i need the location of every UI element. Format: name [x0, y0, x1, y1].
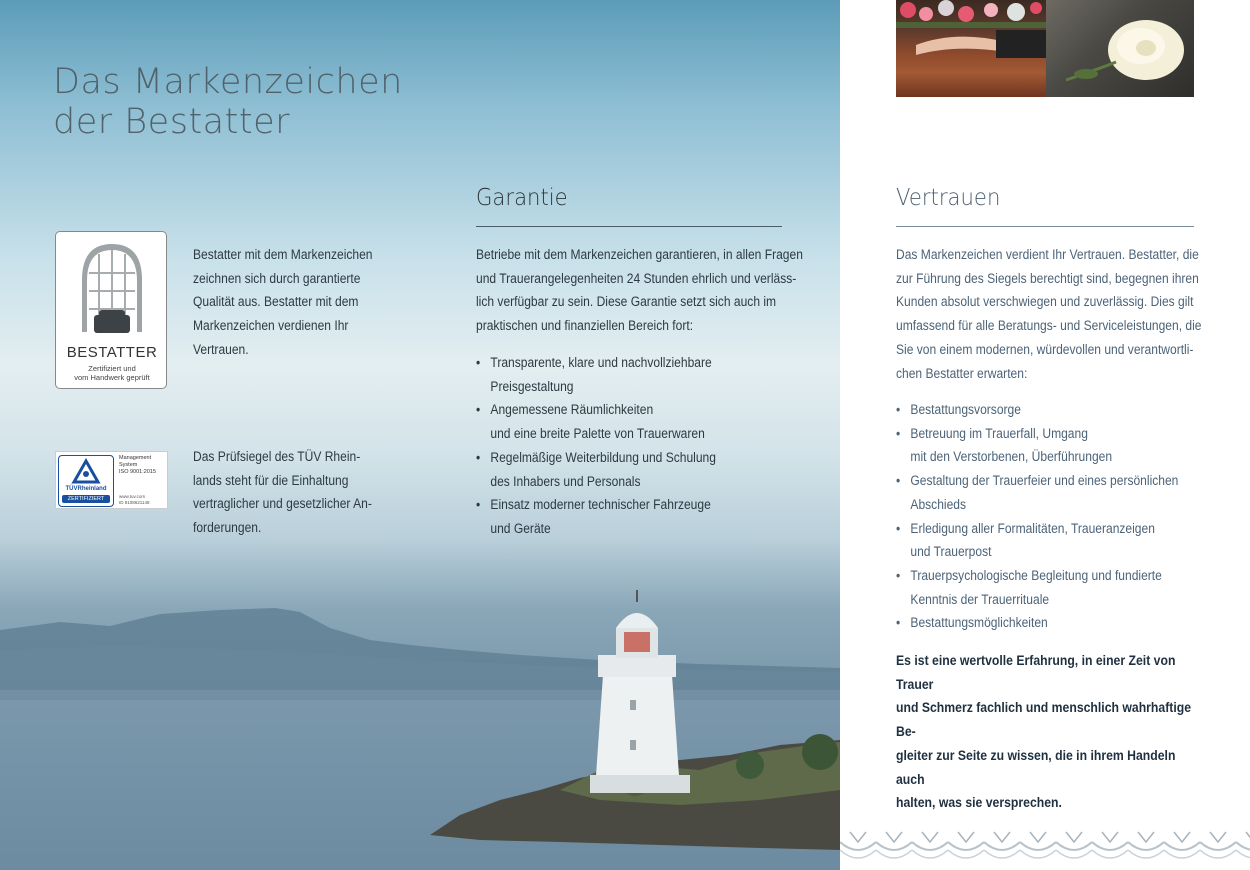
item-line: • Angemessene Räumlichkeiten: [490, 402, 654, 418]
tuv-triangle-icon: [59, 458, 113, 486]
item-line: Preisgestaltung: [490, 378, 574, 394]
closing-line: gleiter zur Seite zu wissen, die in ihrem Handeln auch: [896, 747, 1176, 787]
garantie-heading: Garantie: [476, 185, 568, 211]
intro-line: Kunden absolut verschwiegen und zuverlässig. Dies gilt: [896, 294, 1194, 310]
item-line: • Regelmäßige Weiterbildung und Schulung: [490, 449, 716, 465]
list-item: [476, 351, 716, 398]
item-line: • Bestattungsmöglichkeiten: [910, 615, 1048, 631]
item-line: • Gestaltung der Trauerfeier und eines persönlichen: [910, 473, 1179, 489]
seal-subtitle: [56, 364, 168, 382]
list-item: [896, 564, 1178, 611]
window-urn-icon: [56, 232, 168, 344]
item-line: und eine breite Palette von Trauerwaren: [490, 426, 705, 442]
intro-line: chen Bestatter erwarten:: [896, 365, 1028, 381]
item-line: und Geräte: [490, 520, 551, 536]
bestatter-seal: [55, 231, 167, 389]
list-item: [896, 469, 1178, 516]
description-line: forderungen.: [193, 520, 262, 536]
intro-line: lich verfügbar zu sein. Diese Garantie setzt sich auch im: [476, 294, 777, 310]
flowers-coffin-photo: [896, 0, 1046, 97]
closing-line: und Schmerz fachlich und menschlich wahrhaftige Be-: [896, 700, 1192, 740]
description-line: Qualität aus. Bestatter mit dem: [193, 294, 359, 310]
description-line: Markenzeichen verdienen Ihr: [193, 318, 349, 334]
closing-line: Es ist eine wertvolle Erfahrung, in einer Zeit von Trauer: [896, 653, 1176, 692]
intro-line: praktischen und finanziellen Bereich fort:: [476, 318, 694, 334]
white-rose-photo: [1046, 0, 1194, 97]
intro-line: umfassend für alle Beratungs- und Serviceleistungen, die: [896, 318, 1202, 334]
list-item: [896, 398, 1178, 422]
title-line-1: Das Markenzeichen: [53, 62, 403, 102]
tuv-seal: [55, 451, 168, 509]
item-line: des Inhabers und Personals: [490, 473, 641, 489]
description-line: Vertrauen.: [193, 341, 249, 357]
vertrauen-heading: Vertrauen: [896, 185, 1001, 211]
item-line: Kenntnis der Trauerrituale: [910, 591, 1050, 607]
description-line: Bestatter mit dem Markenzeichen: [193, 247, 373, 262]
vertrauen-intro: [896, 243, 1201, 385]
intro-line: und Trauerangelegenheiten 24 Stunden ehrlich und verläss-: [476, 270, 797, 286]
seal-subtitle-line-1: Zertifiziert und: [88, 364, 136, 373]
decorative-wave-border: [840, 828, 1250, 870]
mgmt-line: System: [119, 462, 138, 468]
tuv-logo-name: TÜVRheinland: [65, 486, 107, 492]
garantie-divider: [476, 226, 782, 227]
tuv-management-info: [119, 455, 156, 476]
bestatter-seal-description: [193, 243, 373, 362]
item-line: Abschieds: [910, 496, 967, 512]
url-line: ID 9108621148: [119, 500, 150, 505]
list-item: [896, 422, 1178, 469]
closing-line: halten, was sie versprechen.: [896, 795, 1062, 811]
vertrauen-list: [896, 398, 1178, 635]
mgmt-line: ISO 9001:2015: [119, 469, 157, 475]
description-line: vertraglicher und gesetzlicher An-: [193, 496, 372, 512]
seal-subtitle-line-2: vom Handwerk geprüft: [74, 373, 150, 382]
vertrauen-divider: [896, 226, 1194, 227]
description-line: zeichnen sich durch garantierte: [193, 270, 361, 286]
intro-line: Betriebe mit dem Markenzeichen garantieren, in allen Fragen: [476, 247, 803, 262]
tuv-url-info: [119, 494, 149, 506]
tuv-logo-badge: ZERTIFIZIERT: [62, 495, 110, 503]
tuv-seal-description: [193, 445, 372, 540]
description-line: Das Prüfsiegel des TÜV Rhein-: [193, 449, 361, 464]
garantie-intro: [476, 243, 803, 338]
item-line: und Trauerpost: [910, 544, 992, 560]
flowers-coffin-image: [896, 0, 1046, 97]
url-line: www.tuv.com: [119, 494, 146, 499]
item-line: • Bestattungsvorsorge: [910, 402, 1021, 417]
white-rose-image: [1046, 0, 1194, 97]
list-item: [476, 398, 716, 445]
intro-line: zur Führung des Siegels berechtigt sind, begegnen ihren: [896, 270, 1199, 286]
vertrauen-closing: [896, 649, 1193, 815]
item-line: mit den Verstorbenen, Überführungen: [910, 449, 1113, 465]
mgmt-line: Management: [119, 455, 152, 461]
list-item: [896, 517, 1178, 564]
intro-line: Das Markenzeichen verdient Ihr Vertrauen. Bestatter, die: [896, 247, 1199, 262]
list-item: [476, 493, 716, 540]
title-line-2: der Bestatter: [53, 102, 290, 142]
intro-line: Sie von einem modernen, würdevollen und verantwortli-: [896, 341, 1194, 357]
item-line: • Einsatz moderner technischer Fahrzeuge: [490, 497, 711, 513]
item-line: • Transparente, klare und nachvollziehbare: [490, 355, 712, 370]
item-line: • Trauerpsychologische Begleitung und fundierte: [910, 567, 1162, 583]
tuv-logo: [58, 455, 114, 507]
item-line: • Erledigung aller Formalitäten, Traueranzeigen: [910, 520, 1155, 536]
page-title: [53, 62, 403, 142]
list-item: [476, 446, 716, 493]
description-line: lands steht für die Einhaltung: [193, 472, 349, 488]
garantie-list: [476, 351, 716, 541]
item-line: • Betreuung im Trauerfall, Umgang: [910, 425, 1088, 441]
list-item: [896, 611, 1178, 635]
seal-name: BESTATTER: [66, 344, 158, 361]
